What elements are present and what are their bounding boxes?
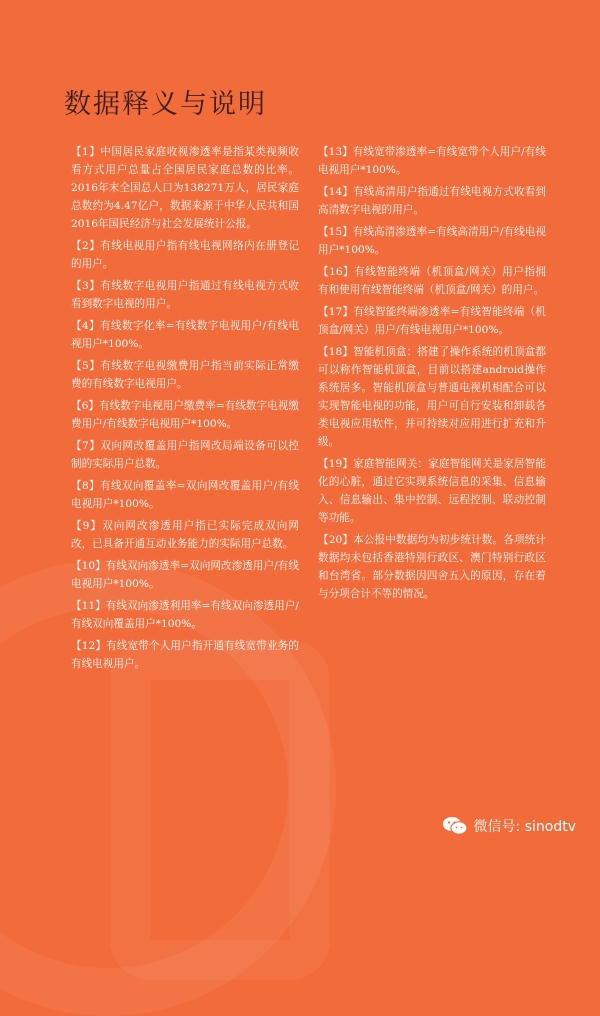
definition-paragraph: 【19】家庭智能网关：家庭智能网关是家居智能化的心脏，通过它实现系统信息的采集、信息输入、信息输出、集中控制、远程控制、联动控制等功能。 [318,458,546,524]
definition-paragraph: 【18】智能机顶盒：搭建了操作系统的机顶盒都可以称作智能机顶盒，目前以搭建android操作系统居多。智能机顶盒与普通电视机相配合可以实现智能电视的功能，用户可自行安装和卸载各类电视应用软件，并可持续对应用进行扩充和升级。 [318,346,546,448]
left-column [71,143,299,677]
definition-paragraph: 【16】有线智能终端（机顶盒/网关）用户指拥有和使用有线智能终端（机顶盒/网关）的用户。 [318,266,546,296]
definition-paragraph: 【15】有线高清渗透率=有线高清用户/有线电视用户*100%。 [318,226,546,256]
definition-paragraph: 【5】有线数字电视缴费用户指当前实际正常缴费的有线数字电视用户。 [71,360,299,390]
wechat-icon [442,816,468,836]
background-watermark-shape [110,640,330,980]
definition-paragraph: 【8】有线双向覆盖率=双向网改覆盖用户/有线电视用户*100%。 [71,480,299,510]
definition-paragraph: 【2】有线电视用户指有线电视网络内在册登记的用户。 [71,240,299,270]
definition-paragraph: 【12】有线宽带个人用户指开通有线宽带业务的有线电视用户。 [71,640,299,670]
definition-paragraph: 【9】双向网改渗透用户指已实际完成双向网改，已具备开通互动业务能力的实际用户总数。 [71,520,299,550]
definition-paragraph: 【7】双向网改覆盖用户指网改局端设备可以控制的实际用户总数。 [71,440,299,470]
definition-paragraph: 【6】有线数字电视用户缴费率=有线数字电视缴费用户/有线数字电视用户*100%。 [71,400,299,430]
definition-paragraph: 【11】有线双向渗透利用率=有线双向渗透用户/有线双向覆盖用户*100%。 [71,600,299,630]
page-title: 数据释义与说明 [64,89,267,121]
definition-paragraph: 【4】有线数字化率=有线数字电视用户/有线电视用户*100%。 [71,320,299,350]
wechat-footer [442,816,576,836]
definition-paragraph: 【14】有线高清用户指通过有线电视方式收看到高清数字电视的用户。 [318,186,546,216]
definition-paragraph: 【1】中国居民家庭收视渗透率是指某类视频收看方式用户总量占全国居民家庭总数的比率。2016年末全国总人口为138271万人，居民家庭总数约为4.47亿户，数据来源于中华人民共和国2016年国民经济与社会发展统计公报。 [71,146,299,230]
definition-paragraph: 【13】有线宽带渗透率=有线宽带个人用户/有线电视用户*100%。 [318,146,546,176]
definition-paragraph: 【17】有线智能终端渗透率=有线智能终端（机顶盒/网关）用户/有线电视用户*100%。 [318,306,546,336]
definition-paragraph: 【20】本公报中数据均为初步统计数。各项统计数据均未包括香港特别行政区、澳门特别行政区和台湾省。部分数据因四舍五入的原因，存在着与分项合计不等的情况。 [318,534,546,600]
definition-paragraph: 【3】有线数字电视用户指通过有线电视方式收看到数字电视的用户。 [71,280,299,310]
right-column [318,143,546,607]
wechat-id-label: 微信号: sinodtv [473,819,576,835]
definition-paragraph: 【10】有线双向渗透率=双向网改渗透用户/有线电视用户*100%。 [71,560,299,590]
